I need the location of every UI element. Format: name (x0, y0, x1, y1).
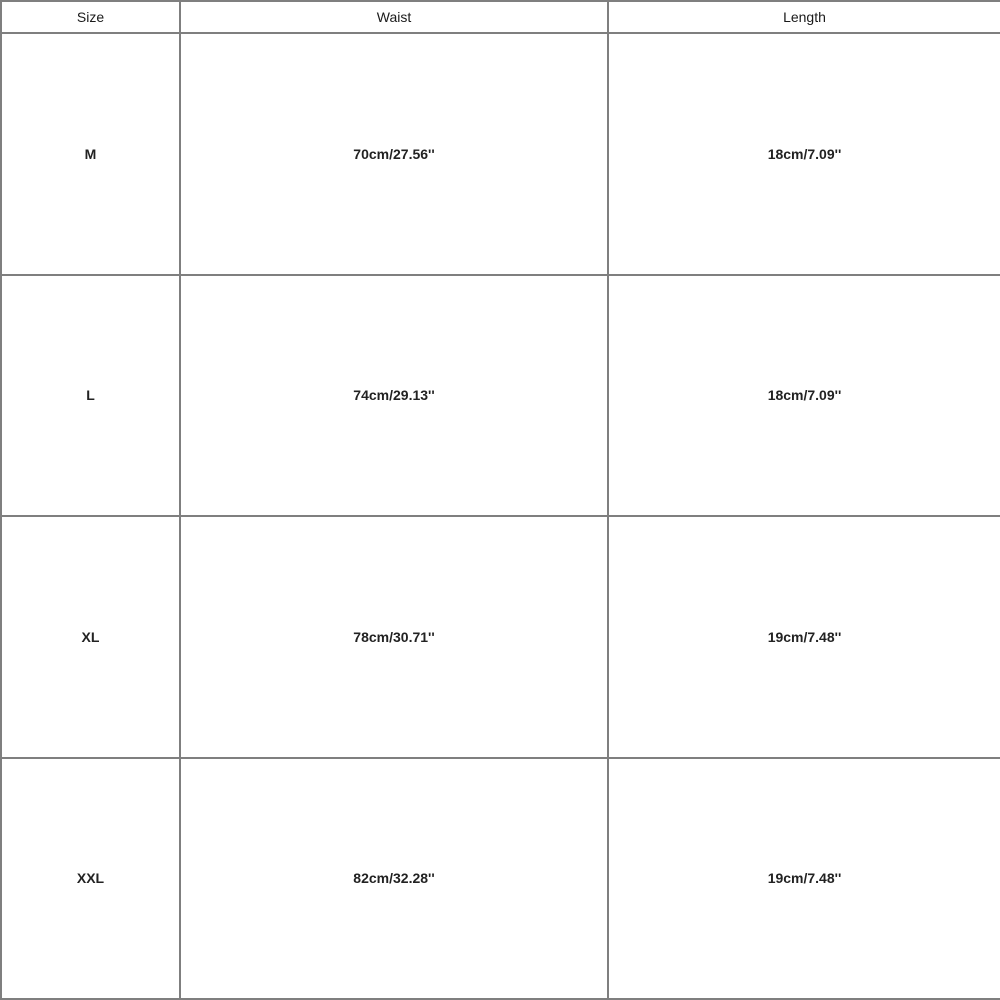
waist-cell: 74cm/29.13'' (180, 275, 608, 517)
length-cell: 19cm/7.48'' (608, 758, 1000, 1000)
length-cell: 18cm/7.09'' (608, 33, 1000, 275)
size-cell: L (1, 275, 180, 517)
header-row (1, 1, 1000, 33)
size-cell: M (1, 33, 180, 275)
table-row (1, 33, 1000, 275)
waist-cell: 70cm/27.56'' (180, 33, 608, 275)
table-header (1, 1, 1000, 33)
length-cell: 19cm/7.48'' (608, 516, 1000, 758)
size-cell: XXL (1, 758, 180, 1000)
size-cell: XL (1, 516, 180, 758)
waist-cell: 78cm/30.71'' (180, 516, 608, 758)
table-row (1, 758, 1000, 1000)
waist-cell: 82cm/32.28'' (180, 758, 608, 1000)
header-length: Length (608, 1, 1000, 33)
length-cell: 18cm/7.09'' (608, 275, 1000, 517)
table-body (1, 33, 1000, 999)
table-row (1, 275, 1000, 517)
header-size: Size (1, 1, 180, 33)
table-row (1, 516, 1000, 758)
header-waist: Waist (180, 1, 608, 33)
